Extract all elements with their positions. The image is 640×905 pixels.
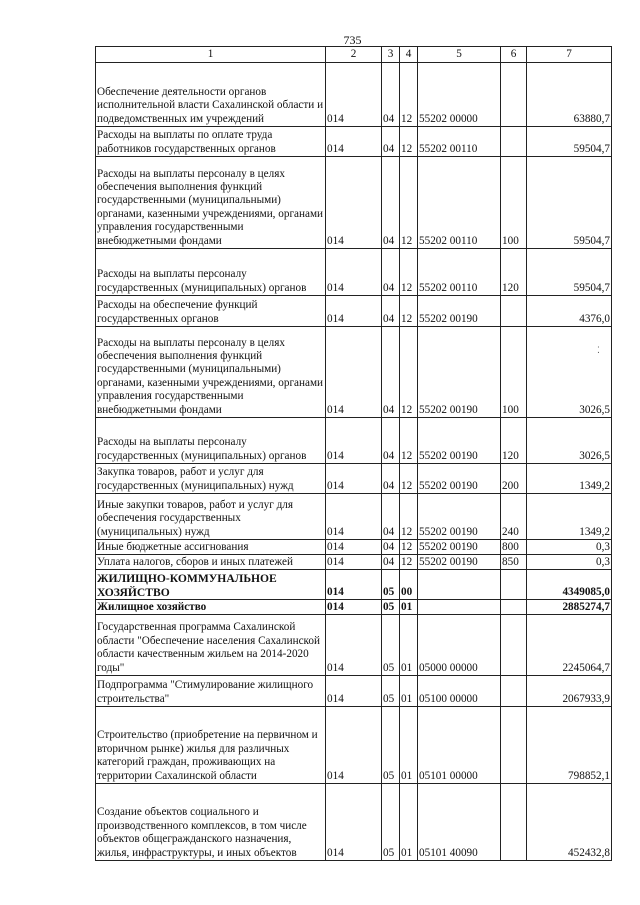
row-code-6: 850: [501, 555, 527, 570]
row-code-2: 014: [326, 555, 382, 570]
row-code-2: 014: [326, 707, 382, 784]
row-name: Уплата налогов, сборов и иных платежей: [96, 555, 326, 570]
row-name: Строительство (приобретение на первичном и вторичном рынке) жилья для различных категорий граждан, проживающих на территории Сахалинской области: [96, 707, 326, 784]
table-header-row: [96, 47, 612, 63]
row-code-4: 01: [400, 600, 418, 615]
row-code-6: [501, 676, 527, 707]
row-code-5: 55202 00000: [418, 63, 501, 127]
table-row: [96, 249, 612, 296]
row-name: Закупка товаров, работ и услуг для государственных (муниципальных) нужд: [96, 464, 326, 494]
row-name: Расходы на выплаты персоналу государственных (муниципальных) органов: [96, 418, 326, 464]
row-code-3: 05: [382, 600, 400, 615]
budget-table: [95, 46, 612, 861]
row-code-2: 014: [326, 418, 382, 464]
row-code-5: 55202 00190: [418, 418, 501, 464]
header-cell: 2: [326, 47, 382, 63]
row-code-5: 55202 00190: [418, 296, 501, 327]
row-code-6: 100: [501, 157, 527, 249]
header-cell: 5: [418, 47, 501, 63]
row-code-6: [501, 707, 527, 784]
row-code-6: 120: [501, 418, 527, 464]
row-amount: 2245064,7: [527, 615, 612, 676]
row-code-5: 05101 40090: [418, 784, 501, 861]
table-row: [96, 464, 612, 494]
row-code-5: 55202 00190: [418, 540, 501, 555]
row-code-6: [501, 63, 527, 127]
row-code-3: 04: [382, 249, 400, 296]
row-name: Расходы на обеспечение функций государственных органов: [96, 296, 326, 327]
row-code-4: 12: [400, 157, 418, 249]
table-row: [96, 296, 612, 327]
row-amount: 798852,1: [527, 707, 612, 784]
row-code-5: 05100 00000: [418, 676, 501, 707]
table-row: [96, 707, 612, 784]
row-amount: 3026,5: [527, 418, 612, 464]
row-code-3: 04: [382, 127, 400, 157]
row-code-4: 12: [400, 555, 418, 570]
row-name: Жилищное хозяйство: [96, 600, 326, 615]
row-code-4: 12: [400, 418, 418, 464]
row-code-2: 014: [326, 296, 382, 327]
row-code-3: 04: [382, 327, 400, 418]
row-name: Расходы на выплаты персоналу в целях обеспечения выполнения функций государственными (муниципальными) органами, казенными учреждениями, органами управления государственными внебюджетными фондами: [96, 327, 326, 418]
row-code-3: 05: [382, 676, 400, 707]
row-code-5: 55202 00190: [418, 494, 501, 540]
header-cell: 6: [501, 47, 527, 63]
row-amount: 4376,0: [527, 296, 612, 327]
table-row: [96, 540, 612, 555]
row-code-3: 04: [382, 296, 400, 327]
table-row: [96, 494, 612, 540]
table-row: [96, 600, 612, 615]
row-code-4: 01: [400, 615, 418, 676]
row-code-4: 12: [400, 63, 418, 127]
header-cell: 3: [382, 47, 400, 63]
row-code-3: 05: [382, 615, 400, 676]
row-code-5: 05101 00000: [418, 707, 501, 784]
row-amount: 3026,5: [527, 327, 612, 418]
row-code-5: 55202 00110: [418, 249, 501, 296]
row-code-2: 014: [326, 63, 382, 127]
margin-mark: ⁚: [597, 345, 600, 355]
row-code-6: [501, 784, 527, 861]
row-code-2: 014: [326, 464, 382, 494]
header-cell: 1: [96, 47, 326, 63]
row-code-3: 04: [382, 555, 400, 570]
row-code-4: 01: [400, 676, 418, 707]
row-code-2: 014: [326, 494, 382, 540]
row-name: Подпрограмма "Стимулирование жилищного строительства": [96, 676, 326, 707]
row-code-5: [418, 570, 501, 600]
row-code-4: 01: [400, 784, 418, 861]
row-amount: 2885274,7: [527, 600, 612, 615]
row-code-3: 04: [382, 464, 400, 494]
row-name: ЖИЛИЩНО-КОММУНАЛЬНОЕ ХОЗЯЙСТВО: [96, 570, 326, 600]
row-code-4: 12: [400, 127, 418, 157]
table-row: [96, 784, 612, 861]
row-code-4: 12: [400, 249, 418, 296]
row-code-4: 12: [400, 494, 418, 540]
row-amount: 63880,7: [527, 63, 612, 127]
row-code-2: 014: [326, 570, 382, 600]
row-amount: 0,3: [527, 540, 612, 555]
row-name: Обеспечение деятельности органов исполнительной власти Сахалинской области и подведомственных им учреждений: [96, 63, 326, 127]
row-code-6: 200: [501, 464, 527, 494]
row-code-5: [418, 600, 501, 615]
row-code-4: 12: [400, 327, 418, 418]
row-code-2: 014: [326, 676, 382, 707]
row-name: Расходы на выплаты персоналу в целях обеспечения выполнения функций государственными (муниципальными) органами, казенными учреждениями, органами управления государственными внебюджетными фондами: [96, 157, 326, 249]
row-code-6: 800: [501, 540, 527, 555]
row-code-3: 05: [382, 570, 400, 600]
row-amount: 452432,8: [527, 784, 612, 861]
row-code-3: 04: [382, 63, 400, 127]
row-code-2: 014: [326, 615, 382, 676]
row-name: Создание объектов социального и производственного комплексов, в том числе объектов общегражданского назначения, жилья, инфраструктуры, и иных объектов: [96, 784, 326, 861]
row-code-6: [501, 600, 527, 615]
row-code-4: 00: [400, 570, 418, 600]
row-code-3: 05: [382, 784, 400, 861]
table-row: [96, 555, 612, 570]
row-amount: 1349,2: [527, 494, 612, 540]
row-code-5: 05000 00000: [418, 615, 501, 676]
row-amount: 59504,7: [527, 249, 612, 296]
row-code-2: 014: [326, 157, 382, 249]
row-code-6: [501, 296, 527, 327]
row-code-2: 014: [326, 127, 382, 157]
row-name: Иные закупки товаров, работ и услуг для обеспечения государственных (муниципальных) нужд: [96, 494, 326, 540]
row-code-2: 014: [326, 784, 382, 861]
row-code-6: [501, 615, 527, 676]
row-code-6: 120: [501, 249, 527, 296]
row-code-5: 55202 00190: [418, 327, 501, 418]
row-code-6: 100: [501, 327, 527, 418]
row-code-3: 05: [382, 707, 400, 784]
table-row: [96, 676, 612, 707]
row-code-3: 04: [382, 540, 400, 555]
table-row: [96, 63, 612, 127]
row-code-6: [501, 570, 527, 600]
row-code-5: 55202 00110: [418, 127, 501, 157]
row-code-3: 04: [382, 418, 400, 464]
row-amount: 2067933,9: [527, 676, 612, 707]
row-code-6: 240: [501, 494, 527, 540]
row-code-3: 04: [382, 157, 400, 249]
row-amount: 4349085,0: [527, 570, 612, 600]
row-name: Расходы на выплаты по оплате труда работников государственных органов: [96, 127, 326, 157]
row-amount: 0,3: [527, 555, 612, 570]
row-code-4: 01: [400, 707, 418, 784]
row-name: Расходы на выплаты персоналу государственных (муниципальных) органов: [96, 249, 326, 296]
table-row: [96, 127, 612, 157]
row-code-5: 55202 00190: [418, 555, 501, 570]
row-amount: 59504,7: [527, 157, 612, 249]
row-amount: 59504,7: [527, 127, 612, 157]
table-row: [96, 570, 612, 600]
row-code-6: [501, 127, 527, 157]
table-row: [96, 327, 612, 418]
header-cell: 7: [527, 47, 612, 63]
row-name: Государственная программа Сахалинской области "Обеспечение населения Сахалинской области качественным жильем на 2014-2020 годы": [96, 615, 326, 676]
table-row: [96, 418, 612, 464]
table-row: [96, 157, 612, 249]
row-code-2: 014: [326, 600, 382, 615]
table-row: [96, 615, 612, 676]
row-code-5: 55202 00190: [418, 464, 501, 494]
row-name: Иные бюджетные ассигнования: [96, 540, 326, 555]
row-code-4: 12: [400, 296, 418, 327]
row-amount: 1349,2: [527, 464, 612, 494]
page-number: 735: [343, 33, 362, 47]
row-code-4: 12: [400, 464, 418, 494]
row-code-4: 12: [400, 540, 418, 555]
row-code-2: 014: [326, 249, 382, 296]
row-code-2: 014: [326, 540, 382, 555]
row-code-5: 55202 00110: [418, 157, 501, 249]
row-code-3: 04: [382, 494, 400, 540]
row-code-2: 014: [326, 327, 382, 418]
header-cell: 4: [400, 47, 418, 63]
